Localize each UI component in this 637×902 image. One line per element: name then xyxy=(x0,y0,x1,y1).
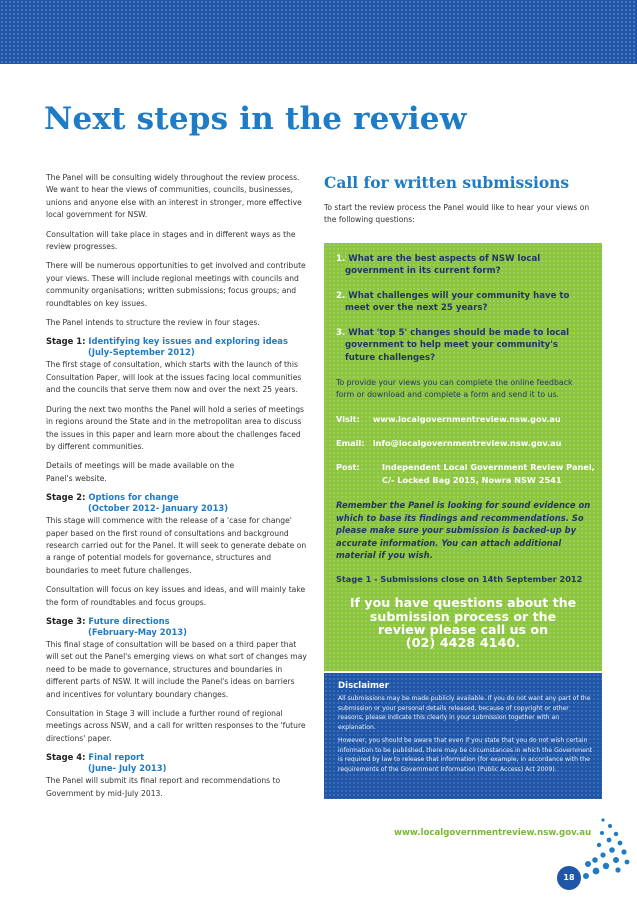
post-address-line: C/- Locked Bag 2015, Nowra NSW 2541 xyxy=(382,475,562,485)
question-1 xyxy=(336,253,586,278)
footer-website-link[interactable]: www.localgovernmentreview.nsw.gov.au xyxy=(394,828,592,838)
intro-paragraph: The Panel intends to structure the review in four stages. xyxy=(46,318,260,328)
visit-label: Visit: xyxy=(336,414,360,424)
question-3 xyxy=(336,327,586,364)
email-row xyxy=(336,437,561,449)
provide-text: To provide your views you can complete the online feedback form or download and complete a form and send it to us. xyxy=(336,378,573,400)
call-us-text: If you have questions about the submission process or the review please call us on xyxy=(349,595,577,638)
submissions-intro: To start the review process the Panel would like to hear your views on the following questions: xyxy=(324,203,590,225)
disclaimer-box xyxy=(324,673,602,799)
stage-label: Stage 4: xyxy=(46,752,86,763)
intro-paragraph: The Panel will be consulting widely throughout the review process. We want to hear the views of communities, councils, businesses, unions and anyone else with an interest in stronger, more effective local government for NSW. xyxy=(46,173,302,220)
question-text: government in its current form? xyxy=(345,266,501,277)
stage-dates: (October 2012- January 2013) xyxy=(88,503,229,514)
phone-number[interactable]: (02) 4428 4140. xyxy=(405,635,521,651)
page-title: Next steps in the review xyxy=(44,101,467,137)
header-band xyxy=(0,0,637,64)
call-us xyxy=(324,596,602,650)
question-text: future challenges? xyxy=(345,352,436,363)
stage-4 xyxy=(46,752,308,800)
email-label: Email: xyxy=(336,438,365,448)
closing-date: Stage 1 - Submissions close on 14th September 2012 xyxy=(336,574,583,584)
stage-paragraph: Details of meetings will be made available on the Panel's website. xyxy=(46,461,235,483)
disclaimer-title: Disclaimer xyxy=(338,681,390,691)
stage-paragraph: During the next two months the Panel will hold a series of meetings in regions around the State and in the metropolitan area to discuss the issues in this paper and learn more about the challenges faced by different communities. xyxy=(46,404,304,451)
submissions-title: Call for written submissions xyxy=(324,173,570,192)
disclaimer-paragraph: However, you should be aware that even if you state that you do not wish certain information to be published, there may be circumstances in which the Government is required by law to release that information (for example, in accordance with the requirements of the Government Information (Public Access) Act 2009). xyxy=(338,737,593,773)
stage-dates: (February-May 2013) xyxy=(88,626,187,637)
post-address-line: Independent Local Government Review Panel, xyxy=(382,462,595,472)
question-text: What challenges will your community have to xyxy=(348,291,570,301)
stage-paragraph: Consultation will focus on key issues and ideas, and will mainly take the form of roundtables and focus groups. xyxy=(46,585,306,607)
question-text: meet over the next 25 years? xyxy=(345,303,488,314)
intro-paragraph: There will be numerous opportunities to get involved and contribute your views. These will include regional meetings with councils and community organisations; written submissions; focus groups; and roundtables on key issues. xyxy=(46,261,306,308)
post-label: Post: xyxy=(336,462,360,472)
page-number: 18 xyxy=(557,866,581,890)
stage-dates: (June- July 2013) xyxy=(88,763,167,774)
question-text: What 'top 5' changes should be made to local xyxy=(348,328,570,338)
stage-paragraph: This stage will commence with the release of a 'case for change' paper based on the first round of consultations and background research carried out for the Panel. It will seek to generate debate on a range of potential models for governance, structures and boundaries to meet future challenges. xyxy=(46,516,307,575)
visit-row xyxy=(336,413,561,425)
question-number: 3. xyxy=(336,328,346,338)
stage-title: Final report xyxy=(88,752,145,763)
post-row xyxy=(336,461,596,485)
question-2 xyxy=(336,290,586,315)
stage-paragraph: The first stage of consultation, which starts with the launch of this Consultation Paper, will look at the issues facing local communities and the councils that serve them now and over the next 25 years. xyxy=(46,360,302,395)
question-number: 1. xyxy=(336,254,346,264)
visit-link[interactable]: www.localgovernmentreview.nsw.gov.au xyxy=(372,414,561,424)
question-text: What are the best aspects of NSW local xyxy=(348,254,541,264)
evidence-note: Remember the Panel is looking for sound evidence on which to base its findings and recommendations. So please make sure your submission is backed-up by accurate information. You can attach additional material if you wish. xyxy=(336,500,591,561)
stage-title: Identifying key issues and exploring ideas xyxy=(88,336,288,347)
stage-paragraph: This final stage of consultation will be based on a third paper that will set out the Panel's emerging views on what sort of changes may need to be made to governance, structures and boundaries in different parts of NSW. It will include the Panel's ideas on barriers and incentives for voluntary boundary changes. xyxy=(46,639,307,699)
submissions-panel xyxy=(324,243,602,671)
email-link[interactable]: info@localgovernmentreview.nsw.gov.au xyxy=(372,438,562,448)
stage-label: Stage 1: xyxy=(46,336,86,347)
stage-dates: (July-September 2012) xyxy=(88,347,195,358)
intro-paragraph: Consultation will take place in stages and in different ways as the review progresses. xyxy=(46,229,296,252)
stage-title: Options for change xyxy=(88,492,179,503)
stage-paragraph: The Panel will submit its final report and recommendations to Government by mid-July 2013. xyxy=(46,776,281,798)
disclaimer-paragraph: All submissions may be made publicly available. If you do not want any part of the submission or your personal details released, because of copyright or other reasons, please indicate this clearly in your submission together with an explanation. xyxy=(338,695,591,731)
stage-title: Future directions xyxy=(88,615,170,626)
stage-2 xyxy=(46,492,308,609)
stage-3 xyxy=(46,616,308,745)
stage-1 xyxy=(46,336,308,485)
question-text: government to help meet your community's xyxy=(345,340,558,351)
stage-paragraph: Consultation in Stage 3 will include a further round of regional meetings across NSW, and a call for written responses to the 'future directions' paper. xyxy=(46,709,306,743)
stage-label: Stage 2: xyxy=(46,492,86,503)
stage-label: Stage 3: xyxy=(46,615,86,626)
submissions-header xyxy=(324,172,592,227)
question-number: 2. xyxy=(336,291,346,301)
left-column xyxy=(46,172,308,807)
